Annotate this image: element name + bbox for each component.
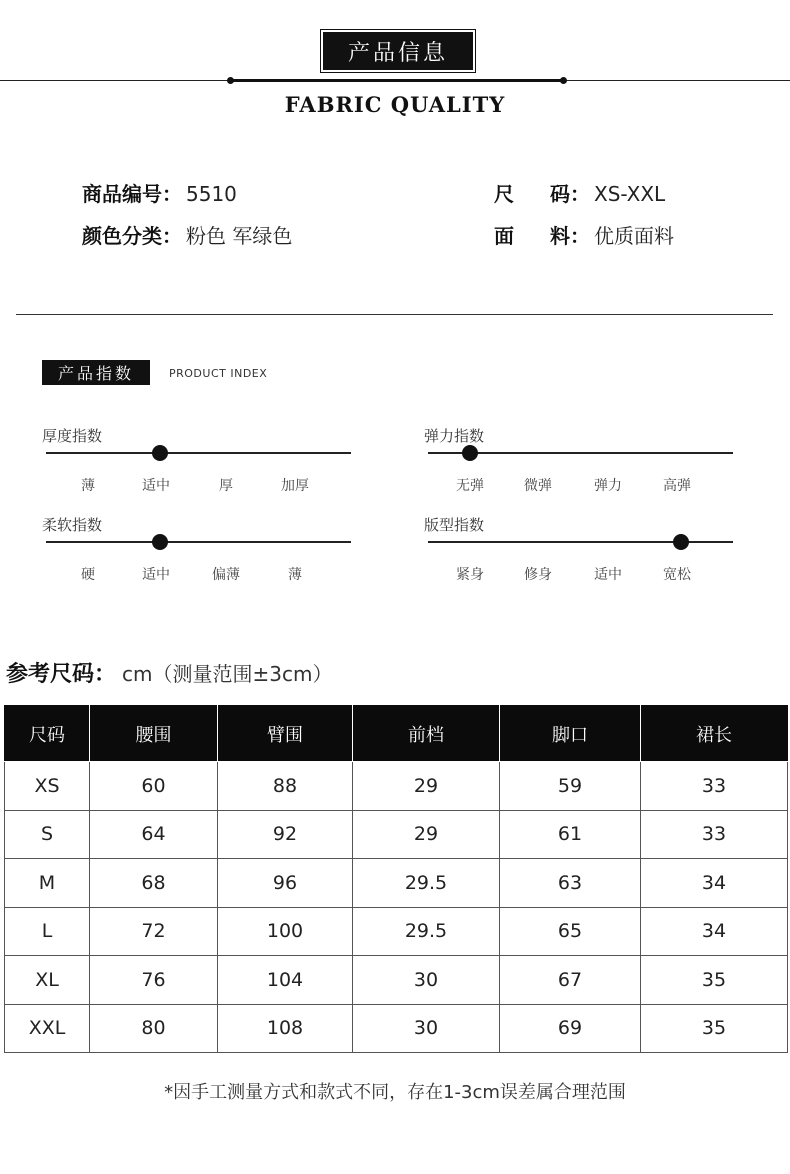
scale-title: 弹力指数: [424, 427, 485, 445]
scale-option: 紧身: [456, 567, 484, 583]
table-cell: 59: [500, 762, 641, 811]
scale-marker: [673, 534, 689, 550]
table-cell: 29.5: [353, 907, 500, 956]
table-cell: 29: [353, 810, 500, 859]
info-value: 粉色 军绿色: [186, 224, 293, 248]
column-header: 前档: [353, 706, 500, 762]
table-cell: 29: [353, 762, 500, 811]
header-rule-accent: [230, 79, 564, 82]
scale-title: 版型指数: [424, 516, 485, 534]
info-label: 尺 码: [494, 182, 570, 206]
info-fabric: [494, 220, 674, 249]
table-cell: S: [5, 810, 90, 859]
info-value: 优质面料: [594, 224, 674, 248]
scale-marker: [462, 445, 478, 461]
table-cell: 35: [641, 956, 788, 1005]
column-header: 腰围: [90, 706, 218, 762]
size-chart-title-unit: cm（测量范围±3cm）: [122, 662, 333, 686]
column-header: 裙长: [641, 706, 788, 762]
table-row: [5, 1004, 788, 1053]
table-cell: 68: [90, 859, 218, 908]
table-cell: 33: [641, 762, 788, 811]
size-chart-title-label: 参考尺码：: [6, 662, 117, 687]
table-cell: 69: [500, 1004, 641, 1053]
section-divider: [16, 314, 773, 315]
table-header-row: [5, 706, 788, 762]
table-cell: 100: [218, 907, 353, 956]
scale-option: 硬: [81, 567, 95, 583]
scale-title: 柔软指数: [42, 516, 103, 534]
table-cell: XS: [5, 762, 90, 811]
scale-marker: [152, 445, 168, 461]
table-cell: 34: [641, 859, 788, 908]
section-badge-product-info: 产品信息: [323, 32, 473, 70]
info-color: [82, 220, 292, 249]
scale-option: 高弹: [663, 478, 691, 494]
scale-option: 厚: [219, 478, 233, 494]
scale-option: 微弹: [524, 478, 552, 494]
table-cell: 35: [641, 1004, 788, 1053]
scale-title: 厚度指数: [42, 427, 103, 445]
info-size: [494, 178, 665, 207]
scale-track: [46, 452, 351, 454]
scale-marker: [152, 534, 168, 550]
column-header: 尺码: [5, 706, 90, 762]
table-cell: 64: [90, 810, 218, 859]
scale-option: 适中: [142, 478, 170, 494]
size-footnote: *因手工测量方式和款式不同，存在1-3cm误差属合理范围: [164, 1082, 626, 1103]
table-cell: 67: [500, 956, 641, 1005]
table-cell: 33: [641, 810, 788, 859]
table-row: [5, 956, 788, 1005]
table-cell: 96: [218, 859, 353, 908]
column-header: 臂围: [218, 706, 353, 762]
scale-option: 弹力: [594, 478, 622, 494]
scale-option: 加厚: [281, 478, 309, 494]
info-label-colon: ：: [570, 182, 590, 206]
scale-option: 无弹: [456, 478, 484, 494]
section-subtitle-fabric-quality: FABRIC QUALITY: [284, 92, 506, 117]
table-cell: 104: [218, 956, 353, 1005]
scale-option: 宽松: [663, 567, 691, 583]
info-label: 商品编号：: [82, 182, 182, 206]
table-cell: 65: [500, 907, 641, 956]
info-label-colon: ：: [570, 224, 590, 248]
scale-option: 适中: [142, 567, 170, 583]
table-cell: 80: [90, 1004, 218, 1053]
table-cell: 60: [90, 762, 218, 811]
table-cell: XXL: [5, 1004, 90, 1053]
scale-option: 薄: [81, 478, 95, 494]
section-badge-product-index: 产品指数: [42, 360, 150, 385]
table-cell: 88: [218, 762, 353, 811]
table-cell: 108: [218, 1004, 353, 1053]
info-label: 面 料: [494, 224, 570, 248]
info-label: 颜色分类：: [82, 224, 182, 248]
info-value: 5510: [186, 182, 237, 206]
table-row: [5, 762, 788, 811]
table-cell: 63: [500, 859, 641, 908]
table-cell: 30: [353, 956, 500, 1005]
table-cell: 76: [90, 956, 218, 1005]
scale-option: 薄: [288, 567, 302, 583]
table-cell: 72: [90, 907, 218, 956]
table-row: [5, 810, 788, 859]
table-cell: L: [5, 907, 90, 956]
size-table: [4, 705, 788, 1053]
column-header: 脚口: [500, 706, 641, 762]
header-rule-dot-left: [227, 77, 234, 84]
table-row: [5, 859, 788, 908]
header-rule-dot-right: [560, 77, 567, 84]
section-subtitle-product-index: PRODUCT INDEX: [169, 367, 268, 380]
info-product-code: [82, 178, 237, 207]
scale-option: 适中: [594, 567, 622, 583]
table-cell: M: [5, 859, 90, 908]
table-cell: 61: [500, 810, 641, 859]
scale-option: 偏薄: [212, 567, 240, 583]
table-cell: 30: [353, 1004, 500, 1053]
table-cell: 29.5: [353, 859, 500, 908]
table-cell: 92: [218, 810, 353, 859]
scale-option: 修身: [524, 567, 552, 583]
scale-track: [46, 541, 351, 543]
table-row: [5, 907, 788, 956]
info-value: XS-XXL: [594, 182, 666, 206]
size-chart-title: [6, 657, 332, 688]
table-cell: 34: [641, 907, 788, 956]
table-cell: XL: [5, 956, 90, 1005]
